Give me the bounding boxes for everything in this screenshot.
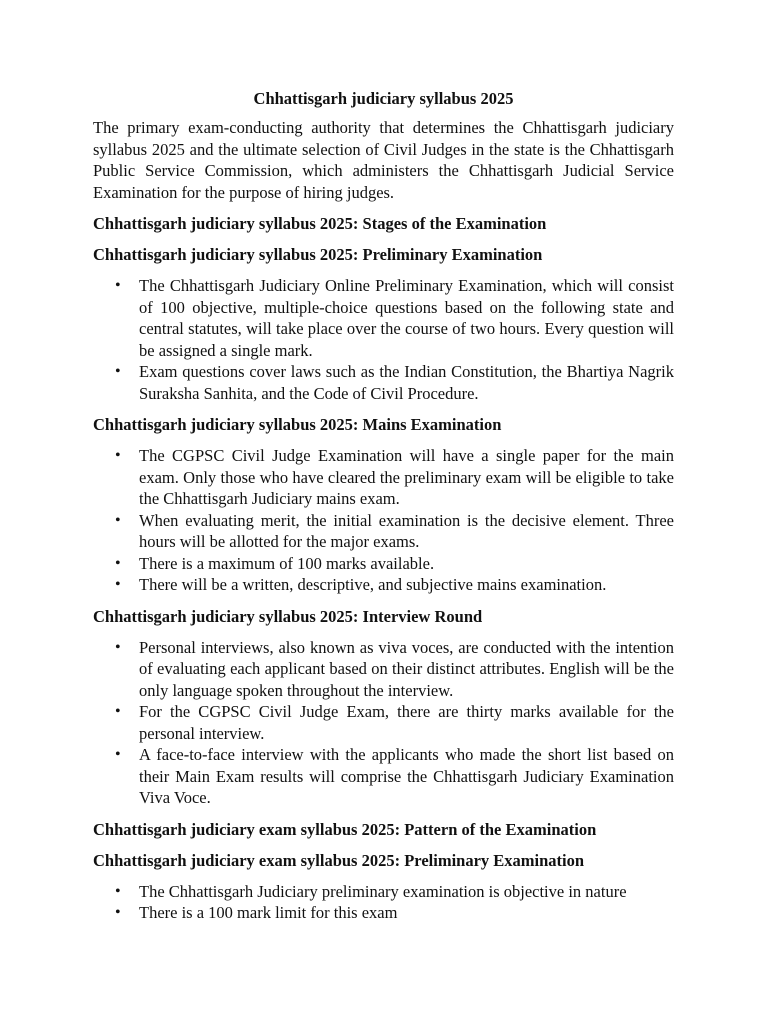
mains-bullet-list <box>93 445 674 596</box>
section-heading-pattern-preliminary: Chhattisgarh judiciary exam syllabus 2025: Preliminary Examination <box>93 850 585 870</box>
bullet-icon: • <box>115 904 121 921</box>
section-heading-stages: Chhattisgarh judiciary syllabus 2025: Stages of the Examination <box>93 214 547 233</box>
section-heading-preliminary: Chhattisgarh judiciary syllabus 2025: Preliminary Examination <box>93 245 543 264</box>
bullet-icon: • <box>115 447 121 464</box>
list-item <box>93 574 674 596</box>
list-item-text: When evaluating merit, the initial examination is the decisive element. Three hours will be allotted for the major exams. <box>139 510 674 551</box>
bullet-icon: • <box>115 511 121 529</box>
list-item <box>93 510 674 553</box>
preliminary-bullet-list <box>93 275 674 404</box>
list-item <box>93 637 674 702</box>
list-item-text: Personal interviews, also known as viva voces, are conducted with the intention of evaluating each applicant based on their distinct attributes. English will be the only language spoken throughout the interview. <box>139 637 674 700</box>
bullet-icon: • <box>115 638 121 656</box>
bullet-icon: • <box>115 746 121 763</box>
section-heading-interview: Chhattisgarh judiciary syllabus 2025: Interview Round <box>93 606 483 626</box>
list-item <box>93 701 674 744</box>
list-item-text: The CGPSC Civil Judge Examination will have a single paper for the main exam. Only those who have cleared the preliminary exam will be eligible to take the Chhattisgarh Judiciary mains exam. <box>139 446 674 508</box>
list-item-text: A face-to-face interview with the applicants who made the short list based on their Main Exam results will comprise the Chhattisgarh Judiciary Examination Viva Voce. <box>139 745 674 807</box>
list-item <box>93 902 674 924</box>
list-item-text: There will be a written, descriptive, and subjective mains examination. <box>139 575 607 594</box>
bullet-icon: • <box>115 363 121 380</box>
list-item <box>93 275 674 361</box>
list-item <box>93 881 674 903</box>
list-item <box>93 744 674 809</box>
intro-paragraph: The primary exam-conducting authority that determines the Chhattisgarh judiciary syllabus 2025 and the ultimate selection of Civil Judges in the state is the Chhattisgarh Public Service Commission, which administers the Chhattisgarh Judicial Service Examination for the purpose of hiring judges. <box>93 118 674 202</box>
list-item-text: For the CGPSC Civil Judge Exam, there are thirty marks available for the personal interview. <box>139 702 674 743</box>
interview-bullet-list <box>93 637 674 809</box>
list-item-text: The Chhattisgarh Judiciary preliminary examination is objective in nature <box>139 881 627 901</box>
pattern-preliminary-bullet-list <box>93 881 674 924</box>
section-heading-pattern: Chhattisgarh judiciary exam syllabus 2025: Pattern of the Examination <box>93 819 597 839</box>
list-item <box>93 361 674 404</box>
document-title: Chhattisgarh judiciary syllabus 2025 <box>253 89 514 108</box>
list-item-text: There is a maximum of 100 marks available. <box>139 553 435 573</box>
bullet-icon: • <box>115 703 121 720</box>
bullet-icon: • <box>115 554 121 572</box>
section-heading-mains: Chhattisgarh judiciary syllabus 2025: Mains Examination <box>93 415 502 434</box>
list-item <box>93 553 674 575</box>
list-item-text: Exam questions cover laws such as the Indian Constitution, the Bhartiya Nagrik Suraksha Sanhita, and the Code of Civil Procedure. <box>139 362 674 403</box>
bullet-icon: • <box>115 576 121 593</box>
list-item-text: There is a 100 mark limit for this exam <box>139 903 398 922</box>
bullet-icon: • <box>115 882 121 900</box>
list-item <box>93 445 674 510</box>
bullet-icon: • <box>115 277 121 294</box>
list-item-text: The Chhattisgarh Judiciary Online Preliminary Examination, which will consist of 100 objective, multiple-choice questions based on the following state and central statutes, will take place over the course of two hours. Every question will be assigned a single mark. <box>139 276 674 360</box>
